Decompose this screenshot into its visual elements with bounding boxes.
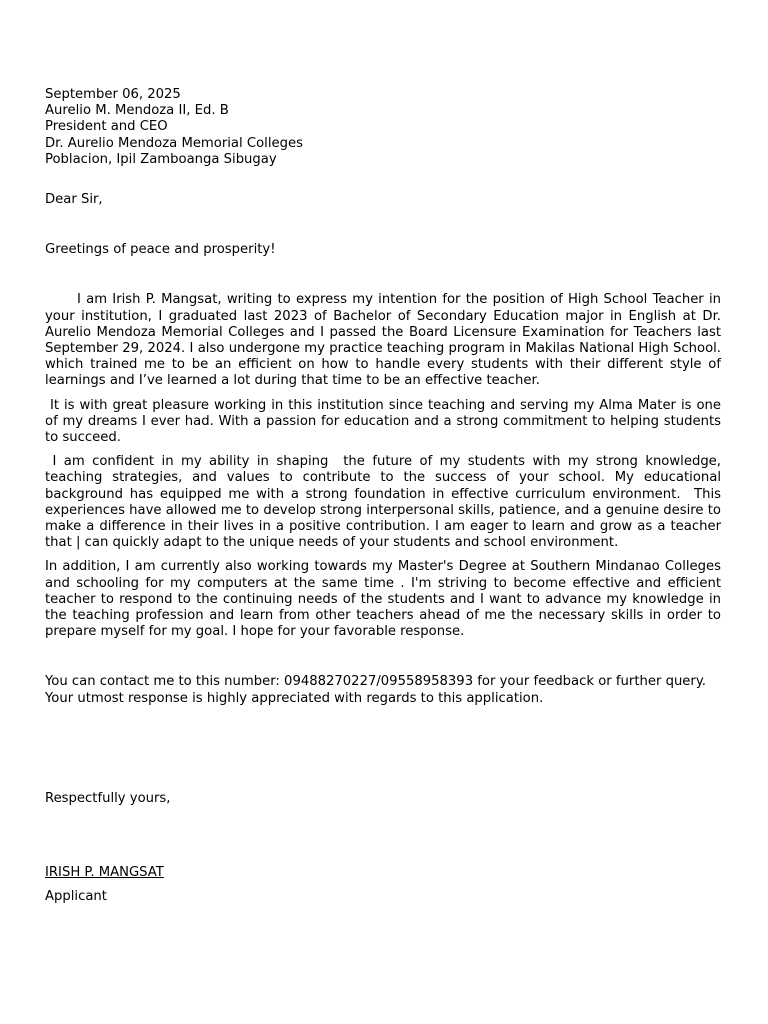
salutation: Dear Sir, (45, 192, 103, 208)
closing: Respectfully yours, (45, 790, 171, 806)
recipient-position: President and CEO (45, 119, 168, 135)
recipient-name: Aurelio M. Mendoza II, Ed. B (45, 103, 229, 119)
letter-body (45, 87, 726, 906)
recipient-institution: Dr. Aurelio Mendoza Memorial Colleges (45, 135, 303, 151)
letter-date: September 06, 2025 (45, 87, 181, 102)
contact-paragraph: You can contact me to this number: 09488270227/09558958393 for your feedback or further query. Your utmost response is highly appreciated with regards to this application. (45, 674, 706, 706)
body-paragraph-1: I am Irish P. Mangsat, writing to express my intention for the position of High School Teacher in your institution, I graduated last 2023 of Bachelor of Secondary Education major in English at Dr. Aurelio Mendoza Memorial Colleges and I passed the Board Licensure Examination for Teachers last September 29, 2024. I also undergone my practice teaching program in Makilas National High School. which trained me to be an efficient on how to handle every students with their different style of learnings and I’ve learned a lot during that time to be an effective teacher. (45, 292, 721, 389)
body-paragraph-2: It is with great pleasure working in this institution since teaching and serving my Alma Mater is one of my dreams I ever had. With a passion for education and a strong commitment to helping students to succeed. (45, 397, 726, 446)
recipient-address: Poblacion, Ipil Zamboanga Sibugay (45, 151, 277, 167)
greeting: Greetings of peace and prosperity! (45, 242, 276, 258)
signature-name: IRISH P. MANGSAT (45, 865, 164, 881)
recipient-block (45, 87, 721, 168)
body-paragraph-3: I am confident in my ability in shaping the future of my students with my strong knowledge, teaching strategies, and values to contribute to the success of your school. My educational background has equipped me with a strong foundation in effective curriculum environment. This experiences have allowed me to develop strong interpersonal skills, patience, and a genuine desire to make a difference in their lives in a positive contribution. I am eager to learn and grow as a teacher that | can quickly adapt to the unique needs of your students and school environment. (45, 454, 726, 551)
signature-title: Applicant (45, 889, 107, 905)
body-paragraph-4: In addition, I am currently also working towards my Master's Degree at Southern Mindanao Colleges and schooling for my computers at the same time . I'm striving to become effective and efficient teacher to respond to the continuing needs of the students and I want to advance my knowledge in the teaching profession and learn from other teachers ahead of me the necessary skills in order to prepare myself for my goal. I hope for your favorable response. (45, 559, 721, 640)
